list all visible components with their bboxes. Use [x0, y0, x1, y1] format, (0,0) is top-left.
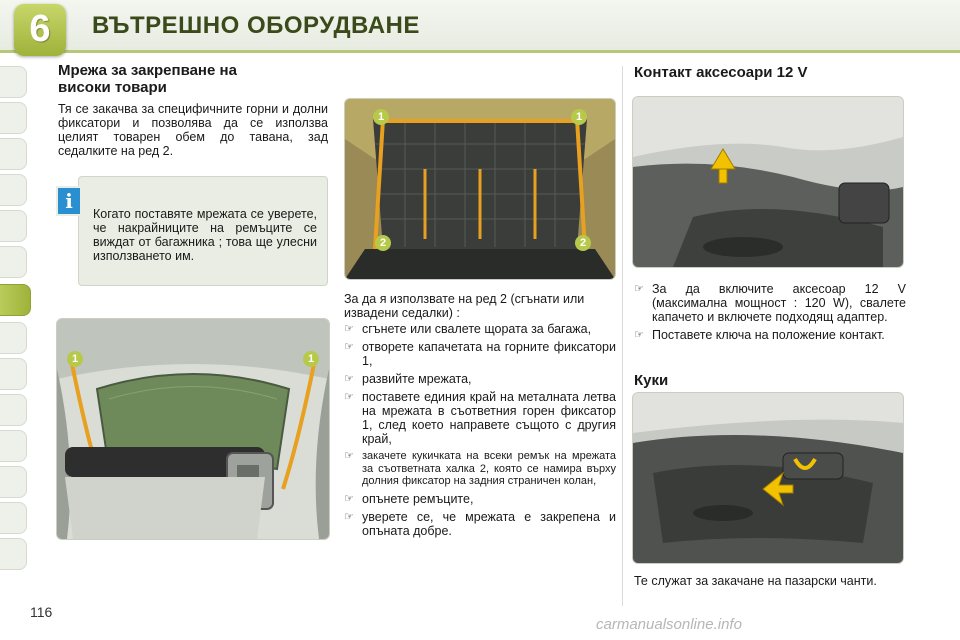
info-icon: i [56, 186, 82, 216]
net-step: ☞ уверете се, че мрежата е закрепена и опъната добре. [344, 509, 616, 538]
hooks-illustration [633, 393, 903, 563]
socket-heading-block [634, 64, 924, 81]
hooks-heading: Куки [634, 372, 669, 389]
hooks-text: Те служат за закачане на пазарски чанти. [634, 574, 877, 588]
bullet-icon: ☞ [344, 323, 354, 335]
callout-2-trunk-left: 2 [375, 235, 391, 251]
interior-net-illustration [57, 319, 329, 539]
trunk-net-image [344, 98, 616, 280]
net-heading: Мрежа за закрепване на високи товари [58, 62, 237, 96]
side-tab[interactable] [0, 358, 27, 390]
callout-1-left: 1 [67, 351, 83, 367]
callout-1-trunk-right: 1 [571, 109, 587, 125]
side-tab-active[interactable] [0, 284, 31, 316]
callout-1-trunk-left: 1 [373, 109, 389, 125]
side-tab[interactable] [0, 102, 27, 134]
bullet-icon: ☞ [634, 283, 644, 295]
socket-illustration [633, 97, 903, 267]
info-box [78, 176, 328, 286]
net-heading-block [58, 62, 278, 96]
info-text: Когато поставяте мрежата се уверете, че накрайниците на ремъците се виждат от багажника ; това ще улесни използването им. [93, 207, 317, 263]
hooks-image [632, 392, 904, 564]
socket-image [632, 96, 904, 268]
socket-heading: Контакт аксесоари 12 V [634, 64, 808, 81]
side-tab[interactable] [0, 174, 27, 206]
net-step: ☞ закачете кукичката на всеки ремък на мрежата за съответната халка 2, която се намира върху долния фиксатор на задния страничен колан, [344, 450, 616, 487]
bullet-icon: ☞ [634, 329, 644, 341]
net-steps-list [340, 322, 616, 542]
socket-step: ☞ Поставете ключа на положение контакт. [634, 328, 885, 342]
side-tab[interactable] [0, 322, 27, 354]
side-tab[interactable] [0, 466, 27, 498]
side-tab[interactable] [0, 430, 27, 462]
bullet-icon: ☞ [344, 341, 354, 353]
bullet-icon: ☞ [344, 450, 354, 462]
net-step: ☞ развийте мрежата, [344, 372, 472, 386]
header-divider [0, 50, 960, 53]
hooks-heading-block [634, 372, 924, 389]
bullet-icon: ☞ [344, 492, 354, 505]
side-tab[interactable] [0, 210, 27, 242]
column-divider [622, 66, 623, 606]
net-step: ☞ опънете ремъците, [344, 491, 474, 506]
net-step: ☞ поставете единия край на металната летва на мрежата в съответния горен фиксатор 1, след което направете същото с другия край, [344, 390, 616, 446]
interior-net-image [56, 318, 330, 540]
net-usage-lead: За да я използвате на ред 2 (сгънати или извадени седалки) : [344, 292, 585, 320]
net-intro: Тя се закачва за специфичните горни и долни фиксатори и позволява да се използва целият товарен обем до тавана, зад седалките на ред 2. [58, 102, 328, 158]
side-tab[interactable] [0, 502, 27, 534]
trunk-net-illustration [345, 99, 615, 279]
bullet-icon: ☞ [344, 391, 354, 403]
callout-2-trunk-right: 2 [575, 235, 591, 251]
side-tab[interactable] [0, 538, 27, 570]
watermark: carmanualsonline.info [596, 616, 742, 633]
side-tab[interactable] [0, 66, 27, 98]
bullet-icon: ☞ [344, 510, 354, 523]
page-number: 116 [30, 604, 53, 620]
side-tab[interactable] [0, 246, 27, 278]
page-title: ВЪТРЕШНО ОБОРУДВАНЕ [92, 12, 420, 39]
callout-1-right: 1 [303, 351, 319, 367]
socket-steps-list [630, 282, 906, 346]
side-tab[interactable] [0, 138, 27, 170]
socket-step: ☞ За да включите аксесоар 12 V (максимална мощност : 120 W), свалете капачето и включете подходящ адаптер. [634, 282, 906, 324]
bullet-icon: ☞ [344, 373, 354, 385]
net-step: ☞ отворете капачетата на горните фиксатори 1, [344, 340, 616, 368]
chapter-number: 6 [29, 8, 51, 50]
net-step: ☞ сгънете или свалете щората за багажа, [344, 322, 592, 336]
side-tab[interactable] [0, 394, 27, 426]
